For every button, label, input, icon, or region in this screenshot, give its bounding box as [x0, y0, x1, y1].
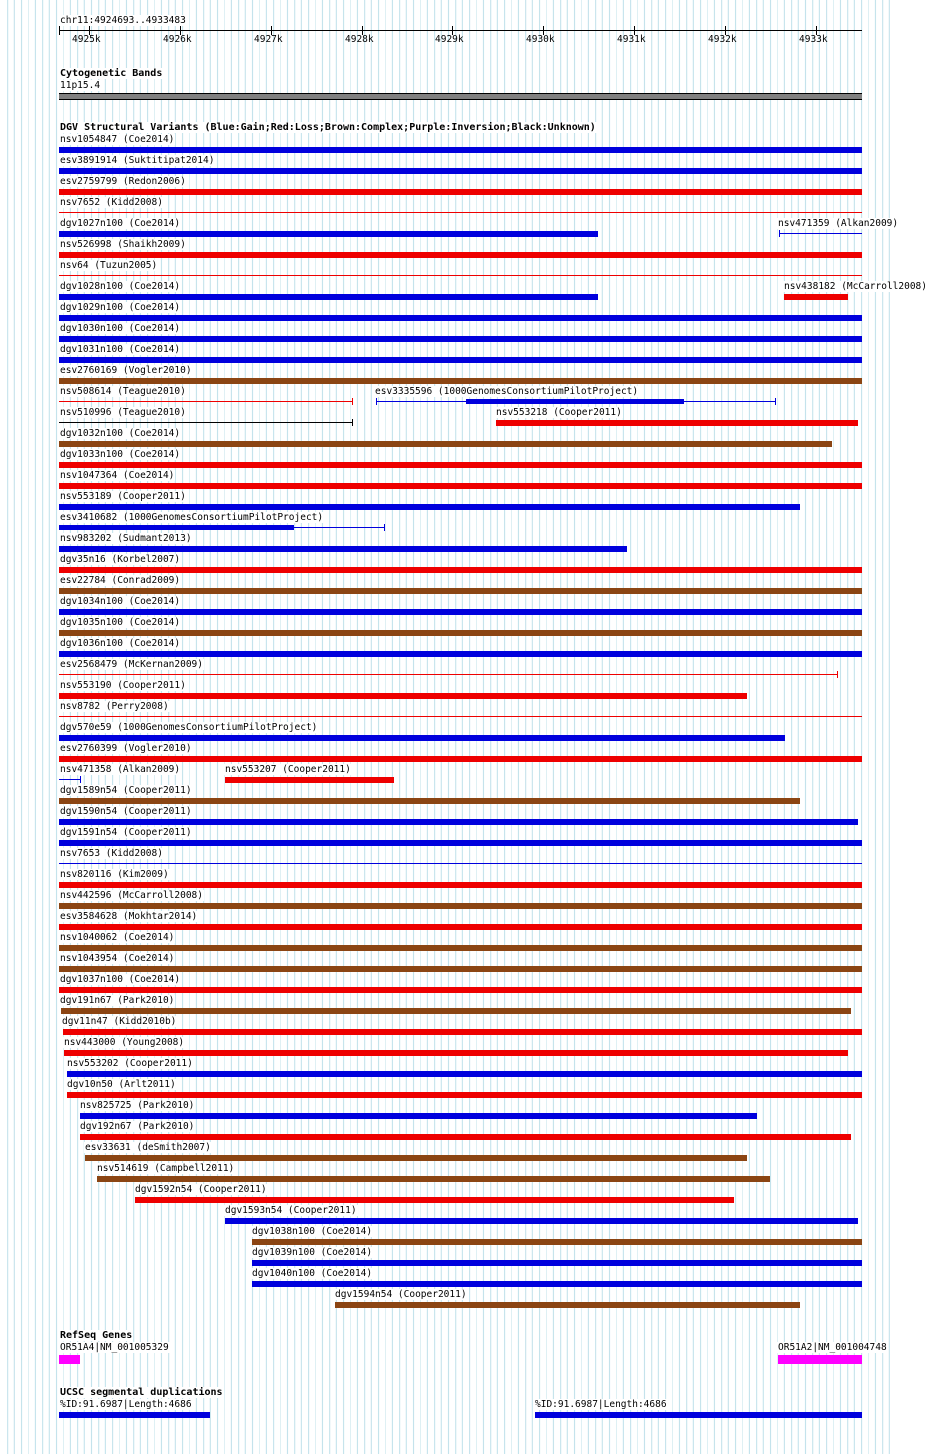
dgv-feature-label: nsv442596 (McCarroll2008) — [60, 890, 203, 901]
ruler-tick-label: 4927k — [254, 34, 283, 45]
dgv-feature-label: esv22784 (Conrad2009) — [60, 575, 181, 586]
dgv-feature-label: nsv1043954 (Coe2014) — [60, 953, 175, 964]
dgv-feature-label: nsv438182 (McCarroll2008) — [784, 281, 927, 292]
dgv-feature-label: nsv510996 (Teague2010) — [60, 407, 186, 418]
dgv-feature-bar[interactable] — [59, 987, 862, 993]
dgv-feature-bar[interactable] — [59, 422, 353, 423]
dgv-feature-bar[interactable] — [779, 233, 862, 234]
cytoband-label: 11p15.4 — [60, 80, 101, 91]
dgv-feature-bar[interactable] — [59, 882, 862, 888]
dgv-feature-label: dgv1593n54 (Cooper2011) — [225, 1205, 357, 1216]
dgv-feature-bar[interactable] — [80, 1113, 757, 1119]
ruler-tick-label: 4931k — [617, 34, 646, 45]
dgv-feature-bar[interactable] — [496, 420, 858, 426]
segdup-bar[interactable] — [535, 1412, 862, 1418]
dgv-feature-bar[interactable] — [59, 693, 747, 699]
dgv-feature-bar[interactable] — [97, 1176, 770, 1182]
dgv-feature-bar[interactable] — [59, 462, 862, 468]
dgv-feature-label: dgv1037n100 (Coe2014) — [60, 974, 181, 985]
dgv-feature-label: dgv1029n100 (Coe2014) — [60, 302, 181, 313]
dgv-feature-end-tick — [376, 398, 377, 405]
dgv-feature-label: nsv7652 (Kidd2008) — [60, 197, 163, 208]
dgv-feature-label: dgv1028n100 (Coe2014) — [60, 281, 181, 292]
dgv-feature-label: dgv570e59 (1000GenomesConsortiumPilotProject) — [60, 722, 318, 733]
dgv-feature-bar[interactable] — [59, 294, 598, 300]
dgv-feature-thick-segment[interactable] — [59, 525, 294, 530]
refseq-track-title: RefSeq Genes — [60, 1330, 133, 1341]
segdup-label: %ID:91.6987|Length:4686 — [535, 1399, 667, 1410]
dgv-feature-bar[interactable] — [64, 1050, 848, 1056]
dgv-feature-bar[interactable] — [335, 1302, 800, 1308]
ruler-tick-label: 4930k — [526, 34, 555, 45]
ruler-tick-label: 4926k — [163, 34, 192, 45]
dgv-feature-label: nsv820116 (Kim2009) — [60, 869, 169, 880]
dgv-feature-label: nsv553189 (Cooper2011) — [60, 491, 186, 502]
dgv-feature-label: nsv553207 (Cooper2011) — [225, 764, 351, 775]
ruler-tick-label: 4929k — [435, 34, 464, 45]
dgv-feature-bar[interactable] — [59, 651, 862, 657]
dgv-feature-bar[interactable] — [59, 588, 862, 594]
dgv-feature-label: nsv64 (Tuzun2005) — [60, 260, 158, 271]
dgv-feature-bar[interactable] — [59, 609, 862, 615]
ruler-tick-label: 4928k — [345, 34, 374, 45]
dgv-track-title: DGV Structural Variants (Blue:Gain;Red:Loss;Brown:Complex;Purple:Inversion;Black:Unknown) — [60, 122, 596, 133]
dgv-feature-label: dgv1590n54 (Cooper2011) — [60, 806, 192, 817]
dgv-feature-label: esv3410682 (1000GenomesConsortiumPilotProject) — [60, 512, 324, 523]
dgv-feature-label: dgv1038n100 (Coe2014) — [252, 1226, 373, 1237]
dgv-feature-bar[interactable] — [252, 1281, 862, 1287]
dgv-feature-bar[interactable] — [59, 630, 862, 636]
dgv-feature-bar[interactable] — [59, 336, 862, 342]
dgv-feature-bar[interactable] — [59, 401, 353, 402]
dgv-feature-bar[interactable] — [59, 168, 862, 174]
dgv-feature-bar[interactable] — [59, 903, 862, 909]
dgv-feature-bar[interactable] — [59, 189, 862, 195]
dgv-feature-label: dgv1031n100 (Coe2014) — [60, 344, 181, 355]
dgv-feature-bar[interactable] — [59, 567, 862, 573]
segdup-track-title: UCSC segmental duplications — [60, 1387, 223, 1398]
dgv-feature-bar[interactable] — [252, 1260, 862, 1266]
refseq-gene-label: OR51A2|NM_001004748 — [778, 1342, 887, 1353]
dgv-feature-label: nsv471358 (Alkan2009) — [60, 764, 181, 775]
ruler-tick-label: 4933k — [799, 34, 828, 45]
dgv-feature-label: nsv443000 (Young2008) — [64, 1037, 185, 1048]
dgv-feature-label: esv2568479 (McKernan2009) — [60, 659, 203, 670]
dgv-feature-bar[interactable] — [59, 863, 862, 864]
dgv-feature-bar[interactable] — [59, 779, 81, 780]
segdup-bar[interactable] — [59, 1412, 210, 1418]
ruler-location-label: chr11:4924693..4933483 — [60, 15, 186, 26]
dgv-feature-label: nsv1040062 (Coe2014) — [60, 932, 175, 943]
dgv-feature-bar[interactable] — [59, 147, 862, 153]
dgv-feature-label: esv33631 (deSmith2007) — [85, 1142, 211, 1153]
refseq-gene-bar[interactable] — [59, 1355, 80, 1364]
dgv-feature-label: nsv825725 (Park2010) — [80, 1100, 195, 1111]
dgv-feature-label: nsv471359 (Alkan2009) — [778, 218, 899, 229]
dgv-feature-label: dgv1591n54 (Cooper2011) — [60, 827, 192, 838]
dgv-feature-label: dgv1589n54 (Cooper2011) — [60, 785, 192, 796]
refseq-gene-label: OR51A4|NM_001005329 — [60, 1342, 169, 1353]
dgv-feature-bar[interactable] — [59, 735, 785, 741]
dgv-feature-bar[interactable] — [61, 1008, 851, 1014]
dgv-feature-label: esv2760399 (Vogler2010) — [60, 743, 192, 754]
dgv-feature-label: nsv1047364 (Coe2014) — [60, 470, 175, 481]
dgv-feature-label: dgv1040n100 (Coe2014) — [252, 1268, 373, 1279]
dgv-feature-bar[interactable] — [225, 1218, 858, 1224]
dgv-feature-bar[interactable] — [59, 212, 862, 213]
dgv-feature-bar[interactable] — [85, 1155, 747, 1161]
dgv-feature-label: nsv983202 (Sudmant2013) — [60, 533, 192, 544]
dgv-feature-label: dgv1592n54 (Cooper2011) — [135, 1184, 267, 1195]
dgv-feature-label: esv3891914 (Suktitipat2014) — [60, 155, 215, 166]
dgv-feature-end-tick — [352, 398, 353, 405]
dgv-feature-bar[interactable] — [67, 1071, 862, 1077]
dgv-feature-label: dgv1039n100 (Coe2014) — [252, 1247, 373, 1258]
dgv-feature-bar[interactable] — [59, 924, 862, 930]
dgv-feature-label: nsv8782 (Perry2008) — [60, 701, 169, 712]
dgv-feature-label: dgv1036n100 (Coe2014) — [60, 638, 181, 649]
dgv-feature-label: dgv1594n54 (Cooper2011) — [335, 1289, 467, 1300]
dgv-feature-bar[interactable] — [59, 252, 862, 258]
dgv-feature-end-tick — [352, 419, 353, 426]
dgv-feature-bar[interactable] — [59, 716, 862, 717]
segdup-label: %ID:91.6987|Length:4686 — [60, 1399, 192, 1410]
dgv-feature-label: esv3335596 (1000GenomesConsortiumPilotProject) — [375, 386, 639, 397]
dgv-feature-bar[interactable] — [59, 674, 838, 675]
cytoband-track-title: Cytogenetic Bands — [60, 68, 163, 79]
dgv-feature-bar[interactable] — [63, 1029, 862, 1035]
dgv-feature-bar[interactable] — [67, 1092, 862, 1098]
dgv-feature-bar[interactable] — [80, 1134, 851, 1140]
dgv-feature-bar[interactable] — [59, 275, 862, 276]
dgv-feature-thick-segment[interactable] — [466, 399, 684, 404]
dgv-feature-end-tick — [384, 524, 385, 531]
dgv-feature-end-tick — [779, 230, 780, 237]
dgv-feature-end-tick — [775, 398, 776, 405]
dgv-feature-bar[interactable] — [59, 798, 800, 804]
dgv-feature-bar[interactable] — [59, 546, 627, 552]
dgv-feature-label: dgv35n16 (Korbel2007) — [60, 554, 181, 565]
dgv-feature-label: dgv1033n100 (Coe2014) — [60, 449, 181, 460]
dgv-feature-label: dgv1034n100 (Coe2014) — [60, 596, 181, 607]
dgv-feature-bar[interactable] — [59, 315, 862, 321]
dgv-feature-label: dgv1032n100 (Coe2014) — [60, 428, 181, 439]
dgv-feature-bar[interactable] — [59, 966, 862, 972]
dgv-feature-label: dgv1030n100 (Coe2014) — [60, 323, 181, 334]
dgv-feature-label: nsv514619 (Campbell2011) — [97, 1163, 235, 1174]
dgv-feature-label: dgv1027n100 (Coe2014) — [60, 218, 181, 229]
ruler-tick-label: 4925k — [72, 34, 101, 45]
refseq-gene-bar[interactable] — [778, 1355, 862, 1364]
dgv-feature-label: nsv553190 (Cooper2011) — [60, 680, 186, 691]
dgv-feature-end-tick — [80, 776, 81, 783]
dgv-feature-label: nsv508614 (Teague2010) — [60, 386, 186, 397]
dgv-feature-bar[interactable] — [59, 819, 858, 825]
dgv-feature-bar[interactable] — [135, 1197, 734, 1203]
dgv-feature-bar[interactable] — [784, 294, 848, 300]
dgv-feature-label: nsv526998 (Shaikh2009) — [60, 239, 186, 250]
dgv-feature-bar[interactable] — [59, 357, 862, 363]
dgv-feature-label: esv3584628 (Mokhtar2014) — [60, 911, 198, 922]
dgv-feature-bar[interactable] — [59, 378, 862, 384]
ruler-tick-label: 4932k — [708, 34, 737, 45]
cytoband-bar[interactable] — [59, 93, 862, 100]
dgv-feature-label: dgv192n67 (Park2010) — [80, 1121, 195, 1132]
dgv-feature-label: dgv1035n100 (Coe2014) — [60, 617, 181, 628]
dgv-feature-label: nsv553218 (Cooper2011) — [496, 407, 622, 418]
dgv-feature-label: dgv11n47 (Kidd2010b) — [62, 1016, 177, 1027]
ruler-start-tick — [59, 26, 60, 35]
dgv-feature-label: nsv553202 (Cooper2011) — [67, 1058, 193, 1069]
dgv-feature-label: nsv1054847 (Coe2014) — [60, 134, 175, 145]
dgv-feature-label: dgv10n50 (Arlt2011) — [67, 1079, 176, 1090]
dgv-feature-bar[interactable] — [225, 777, 394, 783]
dgv-feature-bar[interactable] — [59, 483, 862, 489]
dgv-feature-label: nsv7653 (Kidd2008) — [60, 848, 163, 859]
dgv-feature-end-tick — [837, 671, 838, 678]
dgv-feature-bar[interactable] — [59, 945, 862, 951]
dgv-feature-bar[interactable] — [59, 504, 800, 510]
dgv-feature-label: esv2759799 (Redon2006) — [60, 176, 186, 187]
dgv-feature-label: esv2760169 (Vogler2010) — [60, 365, 192, 376]
dgv-feature-bar[interactable] — [59, 756, 862, 762]
dgv-feature-bar[interactable] — [59, 231, 598, 237]
dgv-feature-label: dgv191n67 (Park2010) — [60, 995, 175, 1006]
dgv-feature-bar[interactable] — [59, 441, 832, 447]
dgv-feature-bar[interactable] — [59, 840, 862, 846]
dgv-feature-bar[interactable] — [252, 1239, 862, 1245]
